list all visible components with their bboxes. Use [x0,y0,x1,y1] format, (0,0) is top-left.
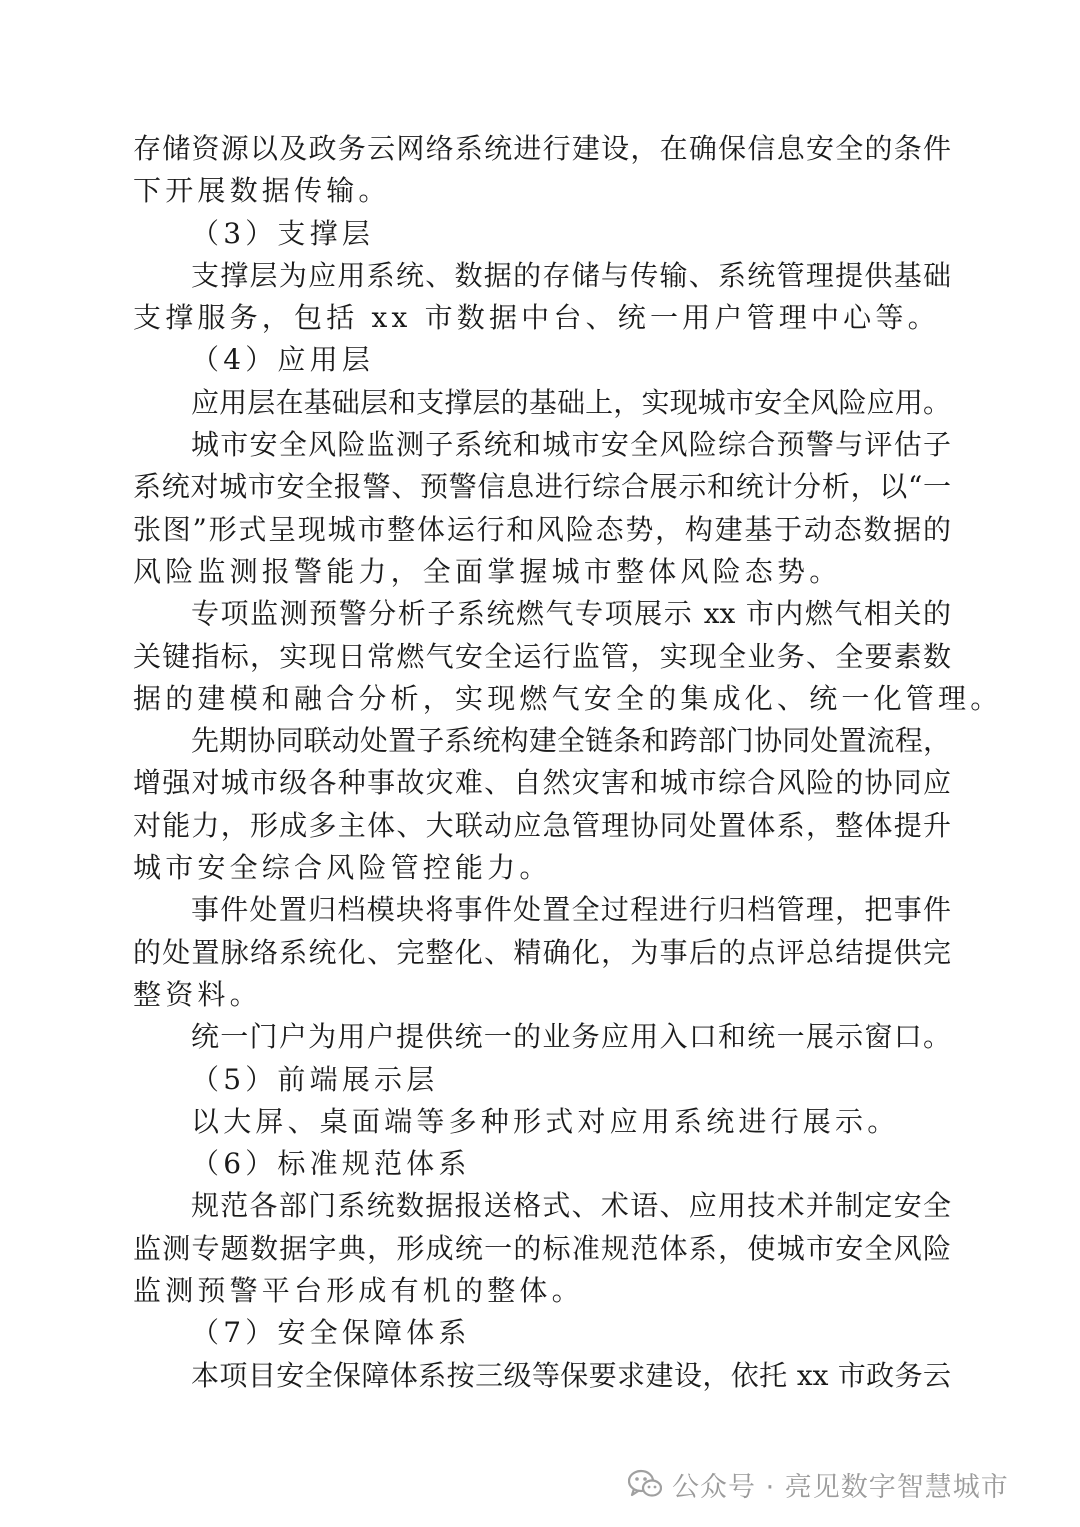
text-line: 城市安全风险监测子系统和城市安全风险综合预警与评估子 [191,428,951,462]
wechat-icon [628,1469,662,1499]
text-line: 的处置脉络系统化、完整化、精确化，为事后的点评总结提供完 [133,935,951,969]
text-line: （4）应用层 [191,343,375,377]
text-line: 本项目安全保障体系按三级等保要求建设，依托 xx 市政务云 [191,1358,951,1392]
text-line: （5）前端展示层 [191,1062,439,1096]
text-line: （7）安全保障体系 [191,1316,471,1350]
text-line: 对能力，形成多主体、大联动应急管理协同处置体系，整体提升 [133,808,951,842]
text-line: 整资料。 [133,977,262,1011]
text-line: 据的建模和融合分析，实现燃气安全的集成化、统一化管理。 [133,681,1003,715]
watermark-text: 公众号 · 亮见数字智慧城市 [672,1471,1009,1503]
document-body [133,128,1003,1397]
text-line: 统一门户为用户提供统一的业务应用入口和统一展示窗口。 [191,1020,951,1054]
text-line: （3）支撑层 [191,216,375,250]
text-line: 风险监测报警能力，全面掌握城市整体风险态势。 [133,554,842,588]
text-line: 监测专题数据字典，形成统一的标准规范体系，使城市安全风险 [133,1231,951,1265]
text-line: 张图”形式呈现城市整体运行和风险态势，构建基于动态数据的 [133,512,951,546]
text-line: 应用层在基础层和支撑层的基础上，实现城市安全风险应用。 [191,385,951,419]
text-line: 规范各部门系统数据报送格式、术语、应用技术并制定安全 [191,1189,951,1223]
watermark [628,1460,1009,1508]
text-line: 城市安全综合风险管控能力。 [133,851,552,885]
text-line: 支撑层为应用系统、数据的存储与传输、系统管理提供基础 [191,258,951,292]
text-line: 以大屏、桌面端等多种形式对应用系统进行展示。 [191,1104,900,1138]
text-line: 下开展数据传输。 [133,174,391,208]
text-line: 专项监测预警分析子系统燃气专项展示 xx 市内燃气相关的 [191,597,951,631]
text-line: （6）标准规范体系 [191,1147,471,1181]
text-line: 监测预警平台形成有机的整体。 [133,1274,584,1308]
text-line: 关键指标，实现日常燃气安全运行监管，实现全业务、全要素数 [133,639,951,673]
text-line: 支撑服务，包括 xx 市数据中台、统一用户管理中心等。 [133,301,940,335]
text-line: 先期协同联动处置子系统构建全链条和跨部门协同处置流程， [191,724,951,758]
text-line: 事件处置归档模块将事件处置全过程进行归档管理，把事件 [191,893,951,927]
text-line: 存储资源以及政务云网络系统进行建设，在确保信息安全的条件 [133,132,951,165]
text-line: 增强对城市级各种事故灾难、自然灾害和城市综合风险的协同应 [133,766,951,800]
text-line: 系统对城市安全报警、预警信息进行综合展示和统计分析，以“一 [133,470,951,504]
